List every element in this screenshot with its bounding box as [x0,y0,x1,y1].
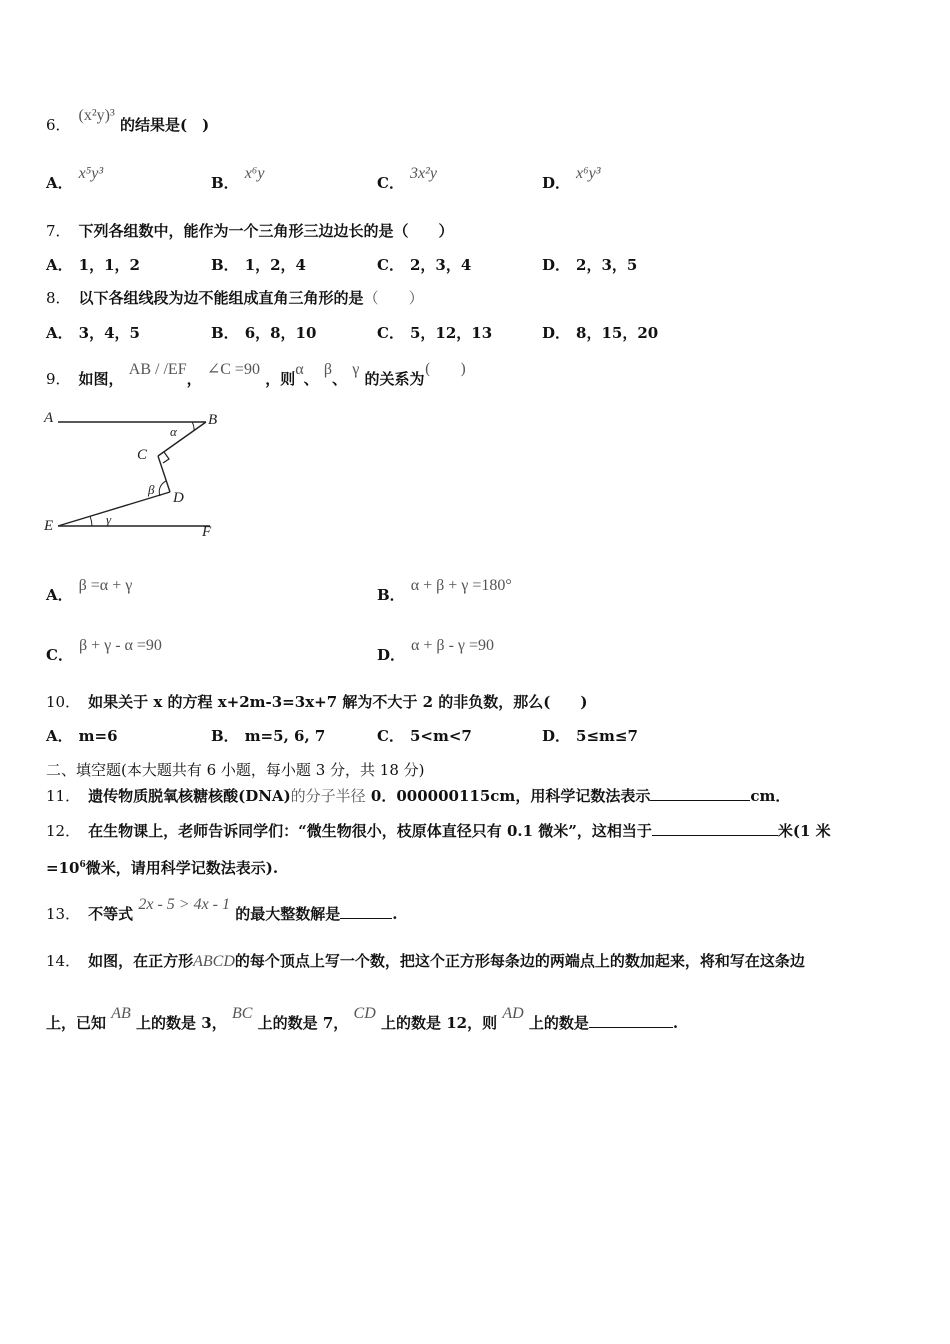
q9-gamma: γ [352,361,360,378]
q9-paren: ( ) [424,360,467,378]
q14-stem-line2: 上，已知 AB 上的数是 3， BC 上的数是 7， CD 上的数是 12，则 AD 上的数是 . [46,1005,679,1032]
q13-stem: 13． 不等式 2x - 5 > 4x - 1 的最大整数解是 . [46,896,398,923]
label-beta: β [148,482,155,497]
q6-option-d[interactable]: D．x⁶y³ [542,165,601,192]
q14-number: 14． [46,952,81,970]
segment-cd [158,456,170,492]
q14-side-ab: AB [111,1005,131,1022]
q6-number: 6． [46,116,71,134]
q8-stem [46,287,424,308]
q11-answer-blank[interactable] [650,786,750,801]
q7-option-d[interactable]: D． 2，3，5 [542,256,638,274]
q10-number: 10． [46,693,81,711]
q11-stem: 11． 遗传物质脱氧核糖核酸(DNA)的分子半径 0．000000115cm，用科学记数法表示 cm． [46,787,791,805]
segment-bc [158,422,206,456]
q9-number: 9． [46,370,71,388]
q11-value: 0．000000115cm [370,787,516,805]
label-e: E [44,518,54,534]
label-d: D [173,490,184,506]
q10-option-c[interactable]: C． 5<m<7 [377,727,472,745]
q7-option-c[interactable]: C． 2，3，4 [377,256,472,274]
q12-answer-blank[interactable] [652,821,778,836]
label-gamma: γ [106,512,112,527]
q7-option-b[interactable]: B． 1，2，4 [211,256,306,274]
q9-angle-condition: ∠C =90 [206,361,260,378]
q9-beta: β [323,361,332,378]
q9-option-a[interactable]: A．β =α + γ [46,577,133,604]
q8-option-b[interactable]: B． 6，8，10 [211,324,317,342]
q13-inequality: 2x - 5 > 4x - 1 [138,896,230,913]
q11-dna: (DNA) [238,787,291,805]
q6-expression: (x²y)³ [78,107,115,124]
q9-parallel-condition: AB / /EF [128,361,187,378]
q9-option-a-expr: β =α + γ [78,577,133,594]
q8-option-c[interactable]: C． 5，12，13 [377,324,493,342]
section-2-title: 二、填空题(本大题共有 6 小题，每小题 3 分，共 18 分) [46,761,425,779]
label-b: B [208,412,218,428]
label-c: C [137,447,148,463]
q7-option-a[interactable]: A． 1，1，2 [46,256,140,274]
q14-side-ad: AD [502,1005,524,1022]
q8-number: 8． [46,289,71,307]
q6-stem [46,107,210,135]
q12-number: 12． [46,822,81,840]
alpha-arc [192,422,194,430]
q10-text: 如果关于 x 的方程 x+2m-3=3x+7 解为不大于 2 的非负数，那么( ) [88,693,588,711]
q13-answer-blank[interactable] [340,904,392,919]
q10-stem [46,691,587,712]
q9-stem: 9． 如图， AB / /EF， ∠C =90 ，则α、 β、 γ 的关系为( ) [46,360,467,388]
q8-text: 以下各组线段为边不能组成直角三角形的是 [78,289,364,307]
q9-option-b[interactable]: B．α + β + γ =180° [377,577,512,604]
segment-de [58,492,170,526]
q7-number: 7． [46,222,71,240]
q14-stem: 14． 如图，在正方形ABCD的每个顶点上写一个数，把这个正方形每条边的两端点上的数加起来，将和写在这条边 [46,952,805,970]
q14-square-name: ABCD [193,953,235,970]
q9-option-c-expr: β + γ - α =90 [78,637,162,654]
q12-stem: 12． 在生物课上，老师告诉同学们：“微生物很小，枝原体直径只有 0.1 微米”，这相当于 米(1 米 [46,822,831,840]
label-alpha: α [170,424,177,439]
q14-side-bc: BC [231,1005,253,1022]
q9-figure [40,402,230,542]
q6-option-c-expr: 3x²y [409,165,437,182]
q10-option-b[interactable]: B． m=5, 6, 7 [211,727,326,745]
q9-option-b-expr: α + β + γ =180° [410,577,512,594]
q6-option-b[interactable]: B．x⁶y [211,165,265,192]
q6-option-a[interactable]: A．x⁵y³ [46,165,104,192]
q8-option-d[interactable]: D． 8，15，20 [542,324,659,342]
q8-paren: （ ） [363,289,424,307]
q6-option-c[interactable]: C．3x²y [377,165,437,192]
q14-answer-blank[interactable] [589,1013,673,1028]
q6-option-d-expr: x⁶y³ [576,165,601,182]
q8-option-a[interactable]: A． 3，4，5 [46,324,140,342]
q9-option-d[interactable]: D．α + β - γ =90 [377,637,494,664]
q7-stem [46,220,454,241]
q12-stem-line2: $=10^6$微米，请用科学记数法表示). [46,859,279,877]
q9-alpha: α [295,361,304,378]
gamma-arc [90,516,92,526]
q6-text: 的结果是( ) [120,116,210,134]
label-a: A [44,410,54,426]
q12-superscript: 6 [79,860,86,870]
q7-text: 下列各组数中，能作为一个三角形三边边长的是（ ） [78,222,454,240]
q9-option-d-expr: α + β - γ =90 [411,637,494,654]
q10-option-a[interactable]: A． m=6 [46,727,118,745]
q6-option-b-expr: x⁶y [244,165,265,182]
q14-side-cd: CD [353,1005,376,1022]
q11-number: 11． [46,787,81,805]
right-angle-mark [163,452,169,463]
q10-option-d[interactable]: D． 5≤m≤7 [542,727,638,745]
label-f: F [202,524,212,540]
q9-option-c[interactable]: C．β + γ - α =90 [46,637,162,664]
q13-number: 13． [46,905,81,923]
q6-option-a-expr: x⁵y³ [78,165,104,182]
